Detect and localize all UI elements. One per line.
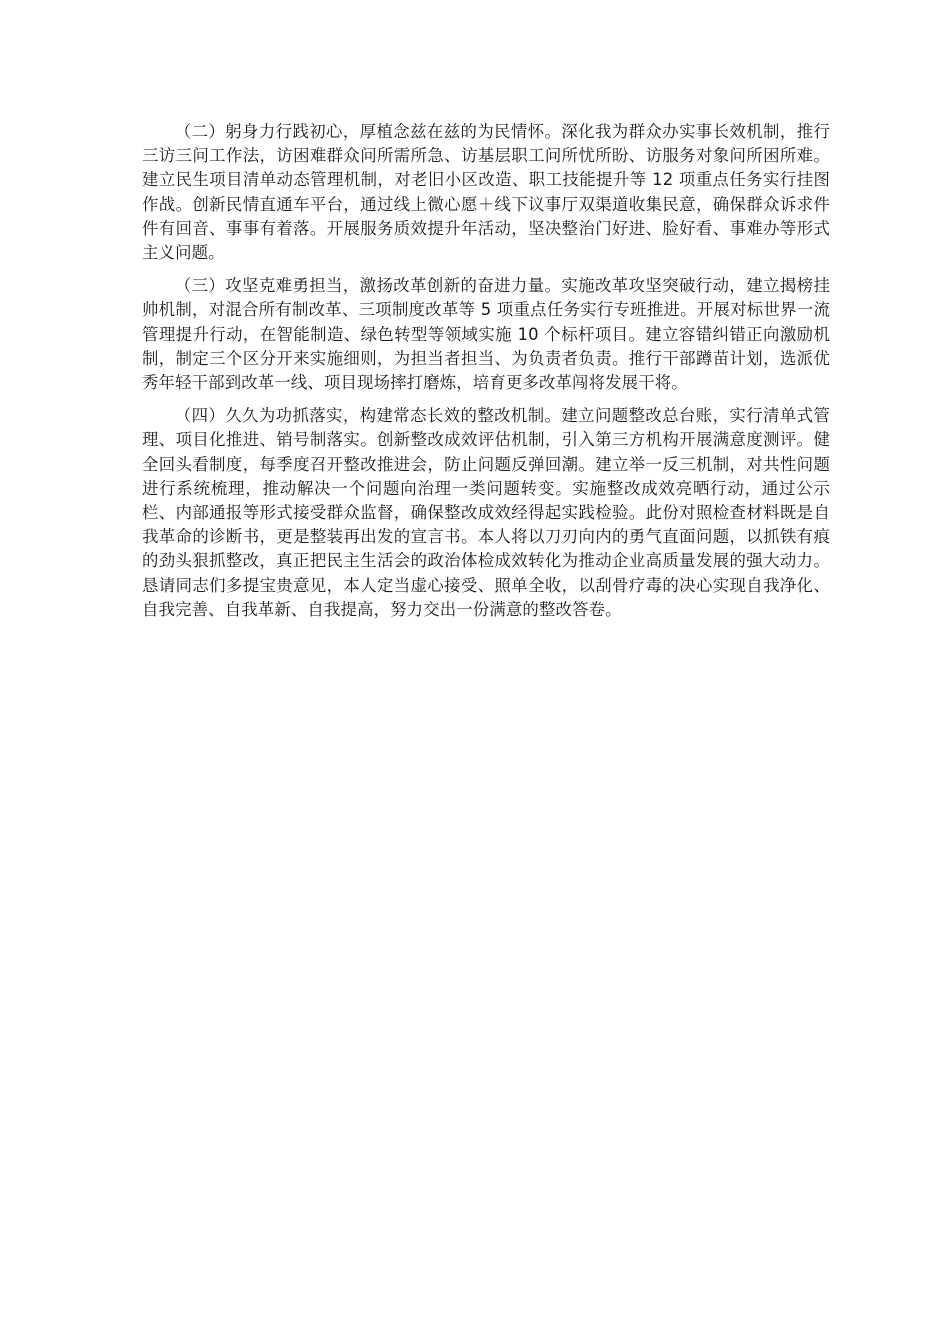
paragraph-section-2: （二）躬身力行践初心，厚植念兹在兹的为民情怀。深化我为群众办实事长效机制，推行三访三问工作法，访困难群众问所需所急、访基层职工问所忧所盼、访服务对象问所困所难。建立民生项目清单动态管理机制，对老旧小区改造、职工技能提升等 12 项重点任务实行挂图作战。创新民情直通车平台，通过线上微心愿＋线下议事厅双渠道收集民意，确保群众诉求件件有回音、事事有着落。开展服务质效提升年活动，坚决整治门好进、脸好看、事难办等形式主义问题。	[142, 122, 830, 263]
paragraph-section-4: （四）久久为功抓落实，构建常态长效的整改机制。建立问题整改总台账，实行清单式管理、项目化推进、销号制落实。创新整改成效评估机制，引入第三方机构开展满意度测评。健全回头看制度，每季度召开整改推进会，防止问题反弹回潮。建立举一反三机制，对共性问题进行系统梳理，推动解决一个问题向治理一类问题转变。实施整改成效亮晒行动，通过公示栏、内部通报等形式接受群众监督，确保整改成效经得起实践检验。此份对照检查材料既是自我革命的诊断书，更是整装再出发的宣言书。本人将以刀刃向内的勇气直面问题，以抓铁有痕的劲头狠抓整改，真正把民主生活会的政治体检成效转化为推动企业高质量发展的强大动力。恳请同志们多提宝贵意见，本人定当虚心接受、照单全收，以刮骨疗毒的决心实现自我净化、自我完善、自我革新、自我提高，努力交出一份满意的整改答卷。	[142, 406, 830, 619]
paragraph-section-3: （三）攻坚克难勇担当，激扬改革创新的奋进力量。实施改革攻坚突破行动，建立揭榜挂帅机制，对混合所有制改革、三项制度改革等 5 项重点任务实行专班推进。开展对标世界一流管理提升行动，在智能制造、绿色转型等领域实施 10 个标杆项目。建立容错纠错正向激励机制，制定三个区分开来实施细则，为担当者担当、为负责者负责。推行干部蹲苗计划，选派优秀年轻干部到改革一线、项目现场摔打磨炼，培育更多改革闯将发展干将。	[142, 276, 830, 393]
document-body	[142, 120, 830, 631]
